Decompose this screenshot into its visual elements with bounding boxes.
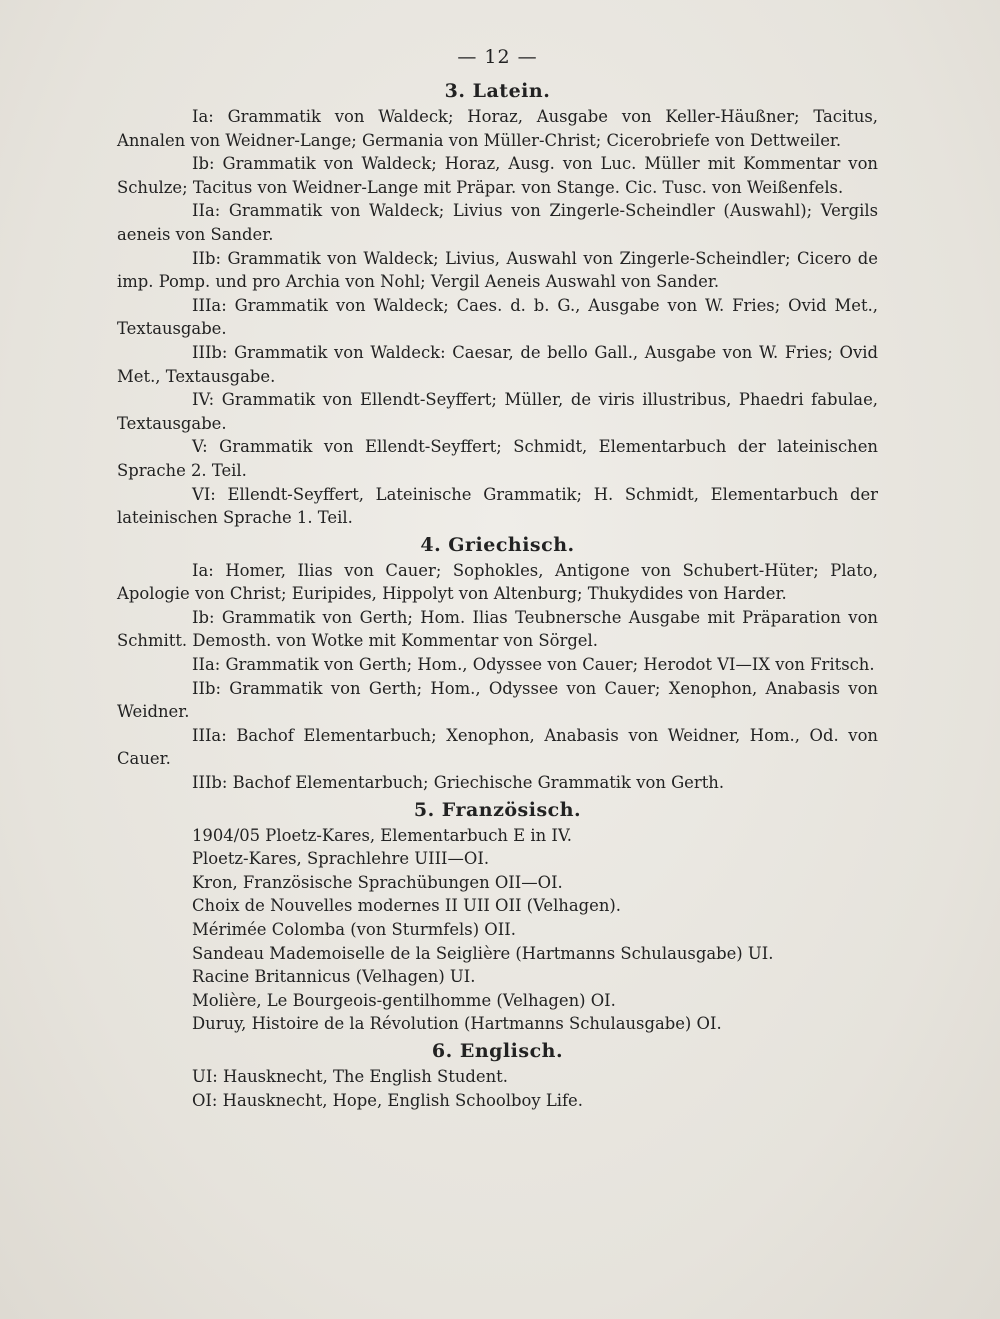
latin-entry-ib: Ib: Grammatik von Waldeck; Horaz, Ausg. von Luc. Müller mit Kommentar von Schulze; Tacitus von Weidner-Lange mit Präpar. von Stange. Cic. Tusc. von Weißenfels.: [117, 154, 878, 197]
latin-entry-v: V: Grammatik von Ellendt-Seyffert; Schmidt, Elementarbuch der lateinischen Sprache 2. Teil.: [117, 437, 878, 480]
french-line: Racine Britannicus (Velhagen) UI.: [192, 967, 476, 987]
french-line: Mérimée Colomba (von Sturmfels) OII.: [192, 920, 516, 939]
greek-entry-iia: IIa: Grammatik von Gerth; Hom., Odyssee von Cauer; Herodot VI—IX von Fritsch.: [192, 655, 875, 675]
french-line: Choix de Nouvelles modernes II UII OII (Velhagen).: [192, 896, 621, 916]
latin-entry-iib: IIb: Grammatik von Waldeck; Livius, Auswahl von Zingerle-Scheindler; Cicero de imp. Pomp. und pro Archia von Nohl; Vergil Aeneis Auswahl von Sander.: [117, 248, 878, 292]
english-line: UI: Hausknecht, The English Student.: [192, 1066, 508, 1086]
latin-entry-vi: VI: Ellendt-Seyffert, Lateinische Grammatik; H. Schmidt, Elementarbuch der lateinischen Sprache 1. Teil.: [117, 484, 878, 528]
section-english: [117, 1039, 878, 1112]
heading-english: 6. Englisch.: [431, 1039, 564, 1062]
french-line: Ploetz-Kares, Sprachlehre UIII—OI.: [192, 849, 490, 869]
section-latin: [117, 79, 878, 530]
french-line: 1904/05 Ploetz-Kares, Elementarbuch E in IV.: [192, 825, 573, 845]
heading-greek: 4. Griechisch.: [420, 533, 575, 556]
latin-entry-iv: IV: Grammatik von Ellendt-Seyffert; Müller, de viris illustribus, Phaedri fabulae, Textausgabe.: [117, 390, 878, 433]
english-line: OI: Hausknecht, Hope, English Schoolboy Life.: [192, 1090, 583, 1110]
heading-latin: 3. Latein.: [444, 80, 551, 102]
heading-french: 5. Französisch.: [413, 798, 582, 821]
section-french: [117, 798, 878, 1036]
french-line: Kron, Französische Sprachübungen OII—OI.: [192, 872, 563, 892]
greek-entry-ia: Ia: Homer, Ilias von Cauer; Sophokles, Antigone von Schubert-Hüter; Plato, Apologie von Christ; Euripides, Hippolyt von Altenburg; Thukydides von Harder.: [117, 560, 878, 604]
greek-entry-iiib: IIIb: Bachof Elementarbuch; Griechische Grammatik von Gerth.: [192, 773, 725, 793]
french-line: Duruy, Histoire de la Révolution (Hartmanns Schulausgabe) OI.: [192, 1014, 722, 1034]
greek-entry-iiia: IIIa: Bachof Elementarbuch; Xenophon, Anabasis von Weidner, Hom., Od. von Cauer.: [117, 725, 878, 769]
latin-entry-iiia: IIIa: Grammatik von Waldeck; Caes. d. b. G., Ausgabe von W. Fries; Ovid Met., Textausgabe.: [117, 295, 878, 339]
french-line: Molière, Le Bourgeois-gentilhomme (Velhagen) OI.: [192, 990, 616, 1010]
latin-entry-iiib: IIIb: Grammatik von Waldeck: Caesar, de bello Gall., Ausgabe von W. Fries; Ovid Met., Textausgabe.: [117, 342, 878, 386]
french-line: Sandeau Mademoiselle de la Seiglière (Hartmanns Schulausgabe) UI.: [192, 943, 774, 963]
greek-entry-ib: Ib: Grammatik von Gerth; Hom. Ilias Teubnersche Ausgabe mit Präparation von Schmitt. Demosth. von Wotke mit Kommentar von Sörgel.: [117, 607, 878, 651]
latin-entry-ia: Ia: Grammatik von Waldeck; Horaz, Ausgabe von Keller-Häußner; Tacitus, Annalen von Weidner-Lange; Germania von Müller-Christ; Cicerobriefe von Dettweiler.: [117, 107, 878, 150]
page-number: — 12 —: [457, 46, 538, 68]
latin-entry-iia: IIa: Grammatik von Waldeck; Livius von Zingerle-Scheindler (Auswahl); Vergils aeneis von Sander.: [117, 201, 878, 244]
greek-entry-iib: IIb: Grammatik von Gerth; Hom., Odyssee von Cauer; Xenophon, Anabasis von Weidner.: [117, 678, 878, 722]
section-greek: [117, 533, 878, 795]
